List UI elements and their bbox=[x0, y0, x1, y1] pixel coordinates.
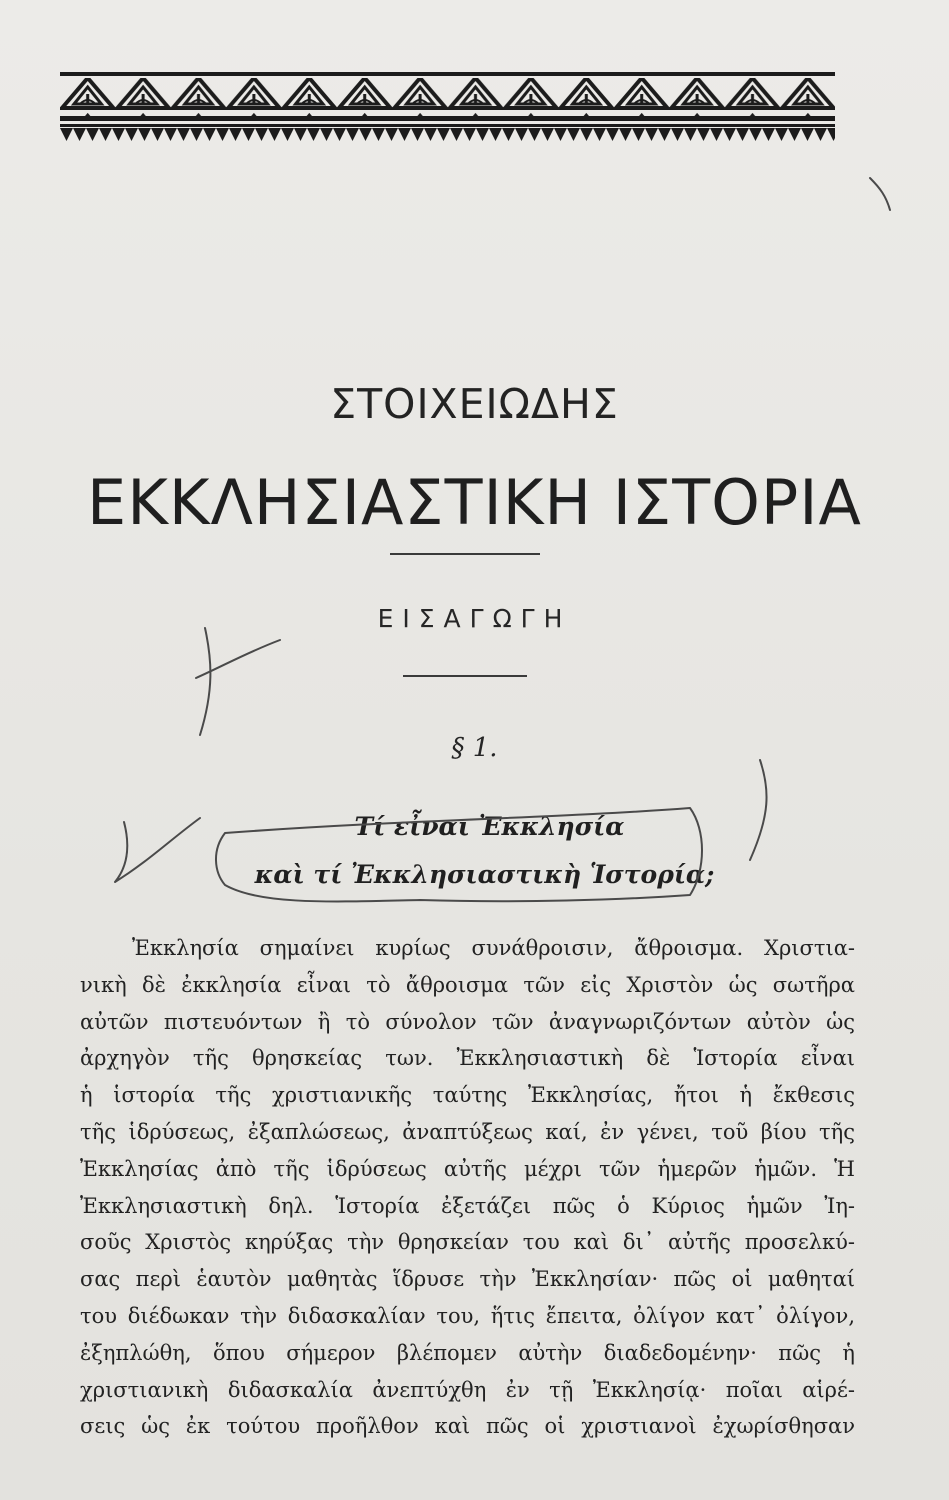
body-line: ἀρχηγὸν τῆς θρησκείας των. Ἐκκλησιαστικὴ δὲ Ἱστορία εἶναι bbox=[80, 1046, 855, 1071]
body-line: σας περὶ ἑαυτὸν μαθητὰς ἵδρυσε τὴν Ἐκκλησίαν· πῶς οἱ μαθηταί bbox=[80, 1267, 855, 1292]
body-line: σεις ὡς ἐκ τούτου προῆλθον καὶ πῶς οἱ χριστιανοὶ ἐχωρίσθησαν bbox=[80, 1414, 855, 1439]
pencil-mark-right-top bbox=[870, 178, 890, 210]
book-title-line-1: ΣΤΟΙΧΕΙΩΔΗΣ bbox=[330, 380, 619, 428]
greek-key-ornament-border bbox=[60, 72, 835, 144]
section-question-line-1: Τί εἶναι Ἐκκλησία bbox=[354, 812, 625, 841]
pencil-mark-left-cross bbox=[196, 640, 280, 678]
body-paragraph bbox=[80, 930, 855, 1445]
body-line: ἡ ἱστορία τῆς χριστιανικῆς ταύτης Ἐκκλησίας, ἤτοι ἡ ἔκθεσις bbox=[80, 1083, 855, 1108]
body-line: Ἐκκλησιαστικὴ δηλ. Ἱστορία ἐξετάζει πῶς ὁ Κύριος ἡμῶν Ἰη- bbox=[80, 1193, 855, 1218]
section-number: § 1. bbox=[451, 733, 498, 763]
body-line: χριστιανικὴ διδασκαλία ἀνεπτύχθη ἐν τῇ Ἐκκλησίᾳ· ποῖαι αἱρέ- bbox=[80, 1377, 855, 1402]
body-line: σοῦς Χριστὸς κηρύξας τὴν θρησκείαν του καὶ δι᾽ αὐτῆς προσελκύ- bbox=[80, 1230, 855, 1255]
book-title-line-2: ΕΚΚΛΗΣΙΑΣΤΙΚΗ ΙΣΤΟΡΙΑ bbox=[87, 466, 862, 539]
body-line: Ἐκκλησία σημαίνει κυρίως συνάθροισιν, ἄθροισμα. Χριστια- bbox=[132, 936, 855, 960]
pencil-mark-left-top bbox=[200, 628, 210, 735]
body-line: τῆς ἱδρύσεως, ἐξαπλώσεως, ἀναπτύξεως καί, ἐν γένει, τοῦ βίου τῆς bbox=[80, 1119, 855, 1144]
section-divider bbox=[403, 675, 527, 677]
section-question-line-2: καὶ τί Ἐκκλησιαστικὴ Ἱστορία; bbox=[254, 860, 715, 889]
body-line: ἐξηπλώθη, ὅπου σήμερον βλέπομεν αὐτὴν διαδεδομένην· πῶς ἡ bbox=[80, 1340, 855, 1365]
title-divider bbox=[390, 553, 540, 555]
body-line: νικὴ δὲ ἐκκλησία εἶναι τὸ ἄθροισμα τῶν εἰς Χριστὸν ὡς σωτῆρα bbox=[80, 972, 855, 997]
body-line: Ἐκκλησίας ἀπὸ τῆς ἱδρύσεως αὐτῆς μέχρι τῶν ἡμερῶν ἡμῶν. Ἡ bbox=[80, 1156, 855, 1181]
body-line: αὐτῶν πιστευόντων ἢ τὸ σύνολον τῶν ἀναγνωριζόντων αὐτὸν ὡς bbox=[80, 1009, 855, 1034]
body-line: του διέδωκαν τὴν διδασκαλίαν του, ἥτις ἔπειτα, ὀλίγον κατ᾽ ὀλίγον, bbox=[80, 1303, 855, 1328]
pencil-mark-right bbox=[750, 760, 767, 860]
introduction-heading: ΕΙΣΑΓΩΓΗ bbox=[377, 604, 572, 633]
